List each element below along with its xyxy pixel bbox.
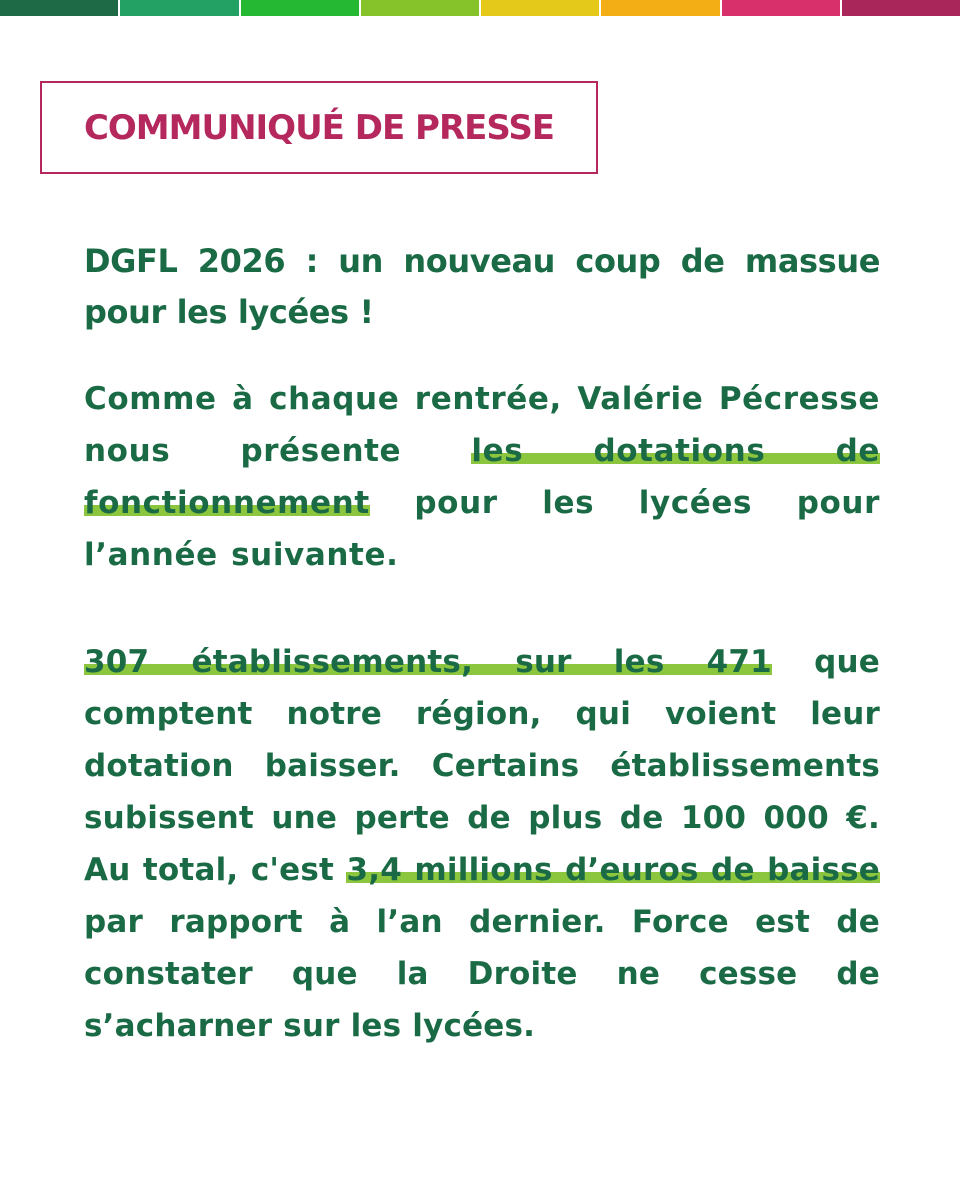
highlighted-text: 307 établissements, sur les 471 bbox=[84, 644, 772, 680]
press-release-box bbox=[40, 81, 598, 174]
stripe-segment bbox=[481, 0, 601, 16]
stripe-segment bbox=[0, 0, 120, 16]
paragraph-text: Comme à chaque rentrée, Valérie Pécresse nous présente bbox=[84, 381, 880, 469]
headline: DGFL 2026 : un nouveau coup de massue pour les lycées ! bbox=[84, 242, 880, 331]
paragraph-figures bbox=[84, 636, 880, 1052]
stripe-segment bbox=[722, 0, 842, 16]
stripe-segment bbox=[120, 0, 240, 16]
paragraph-intro bbox=[84, 373, 880, 581]
highlighted-text: 3,4 millions d’euros de baisse bbox=[346, 852, 880, 888]
highlighted-text: les dotations de fonctionnement bbox=[84, 433, 880, 521]
stripe-segment bbox=[601, 0, 721, 16]
press-release-label: COMMUNIQUÉ DE PRESSE bbox=[83, 107, 555, 148]
paragraph-text: par rapport à l’an dernier. Force est de constater que la Droite ne cesse de s’acharner sur les lycées. bbox=[84, 904, 880, 1044]
stripe-segment bbox=[361, 0, 481, 16]
paragraph-text: pour les lycées pour l’année suivante. bbox=[84, 485, 880, 573]
paragraph-text: que comptent notre région, qui voient leur dotation baisser. Certains établissements subissent une perte de plus de 100 000 €. Au total, c'est bbox=[84, 644, 880, 888]
color-stripe bbox=[0, 0, 960, 16]
stripe-segment bbox=[241, 0, 361, 16]
stripe-segment bbox=[842, 0, 960, 16]
